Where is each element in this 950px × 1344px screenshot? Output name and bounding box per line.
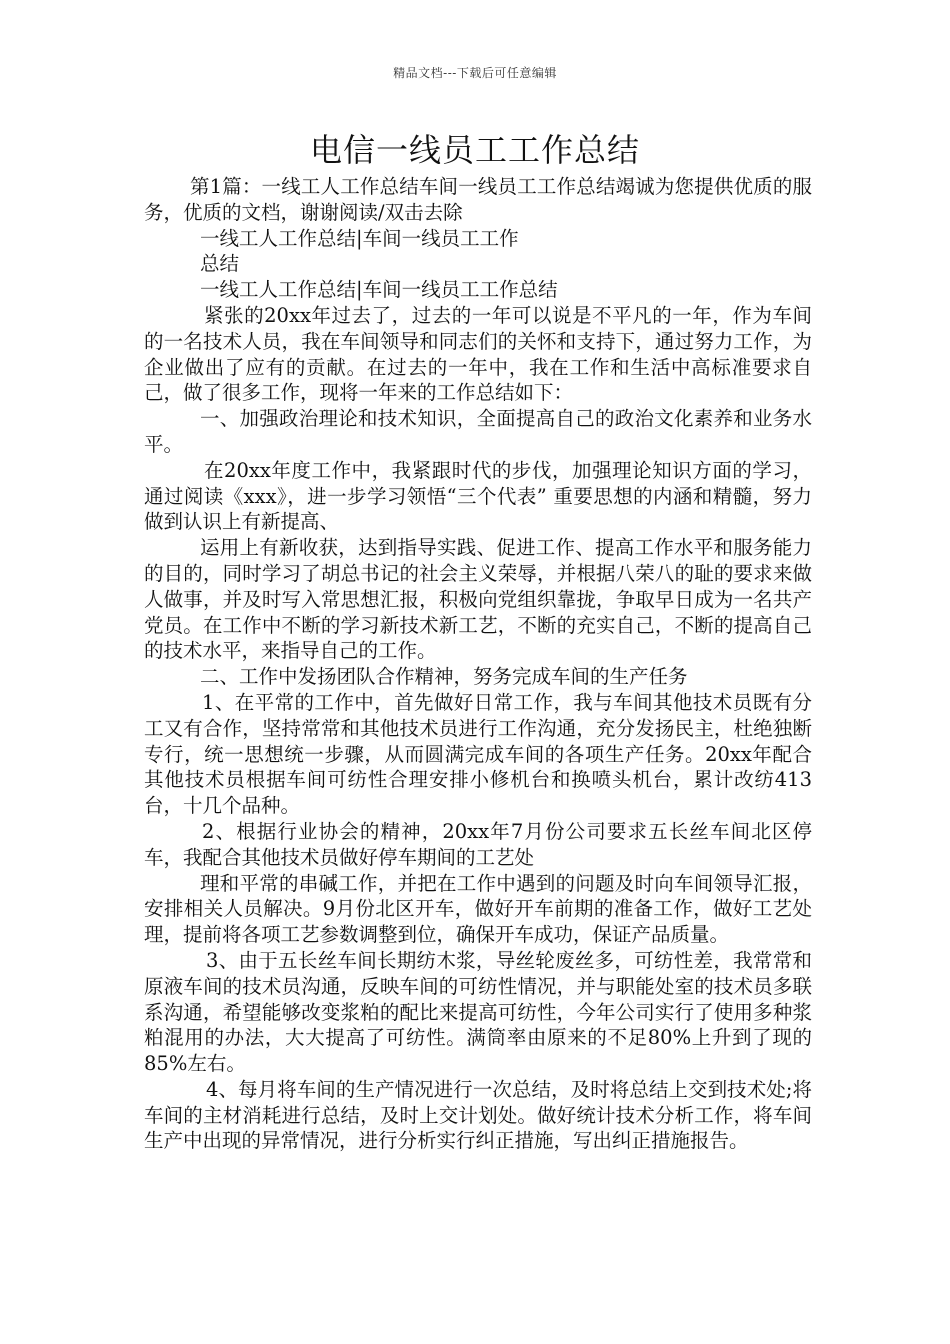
paragraph-item-1: 1、在平常的工作中，首先做好日常工作，我与车间其他技术员既有分工又有合作，坚持常常和其他技术员进行工作沟通，充分发扬民主，杜绝独断专行，统一思想统一步骤，从而圆满完成车间的各项生产任务。20xx年配合其他技术员根据车间可纺性合理安排小修机台和换喷头机台，累计改纺413台，十几个品种。 bbox=[144, 690, 812, 818]
paragraph-item-4: 4、每月将车间的生产情况进行一次总结，及时将总结上交到技术处;将车间的主材消耗进行总结，及时上交计划处。做好统计技术分析工作，将车间生产中出现的异常情况，进行分析实行纠正措施，写出纠正措施报告。 bbox=[144, 1077, 812, 1153]
paragraph-subtitle-1: 一线工人工作总结|车间一线员工工作 bbox=[200, 226, 519, 250]
document-body bbox=[144, 174, 812, 1154]
section-heading-2: 二、工作中发扬团队合作精神，努务完成车间的生产任务 bbox=[200, 665, 688, 689]
paragraph-subtitle-3: 一线工人工作总结|车间一线员工工作总结 bbox=[200, 278, 558, 302]
paragraph-item-2-continued: 理和平常的串碱工作，并把在工作中遇到的问题及时向车间领导汇报，安排相关人员解决。9月份北区开车，做好开车前期的准备工作，做好工艺处理，提前将各项工艺参数调整到位，确保开车成功，保证产品质量。 bbox=[144, 871, 812, 947]
paragraph-item-3: 3、由于五长丝车间长期纺木浆，导丝轮废丝多，可纺性差，我常常和原液车间的技术员沟通，反映车间的可纺性情况，并与职能处室的技术员多联系沟通，希望能够改变浆粕的配比来提高可纺性，今年公司实行了使用多种浆粕混用的办法，大大提高了可纺性。满筒率由原来的不足80%上升到了现的85%左右。 bbox=[144, 948, 812, 1076]
paragraph-opening: 紧张的20xx年过去了，过去的一年可以说是不平凡的一年，作为车间的一名技术人员，我在车间领导和同志们的关怀和支持下，通过努力工作，为企业做出了应有的贡献。在过去的一年中，我在工作和生活中高标准要求自己，做了很多工作，现将一年来的工作总结如下： bbox=[144, 303, 812, 405]
paragraph-item-2: 2、根据行业协会的精神，20xx年7月份公司要求五长丝车间北区停车，我配合其他技术员做好停车期间的工艺处 bbox=[144, 819, 812, 869]
paragraph-study-continued: 运用上有新收获，达到指导实践、促进工作、提高工作水平和服务能力的目的，同时学习了胡总书记的社会主义荣辱，并根据八荣八的耻的要求来做人做事，并及时写入常思想汇报，积极向党组织靠拢，争取早日成为一名共产党员。在工作中不断的学习新技术新工艺，不断的充实自己，不断的提高自己的技术水平，来指导自己的工作。 bbox=[144, 536, 812, 663]
document-title: 电信一线员工工作总结 bbox=[309, 131, 640, 169]
paragraph-intro: 第1篇：一线工人工作总结车间一线员工工作总结竭诚为您提供优质的服务，优质的文档，谢谢阅读/双击去除 bbox=[144, 175, 812, 224]
paragraph-subtitle-2: 总结 bbox=[200, 252, 240, 276]
paragraph-study: 在20xx年度工作中，我紧跟时代的步伐，加强理论知识方面的学习，通过阅读《xxx》，进一步学习领悟“三个代表” 重要思想的内涵和精髓，努力做到认识上有新提高、 bbox=[144, 458, 812, 534]
header-note: 精品文档---下载后可任意编辑 bbox=[393, 66, 557, 80]
section-heading-1: 一、加强政治理论和技术知识，全面提高自己的政治文化素养和业务水平。 bbox=[144, 407, 812, 456]
